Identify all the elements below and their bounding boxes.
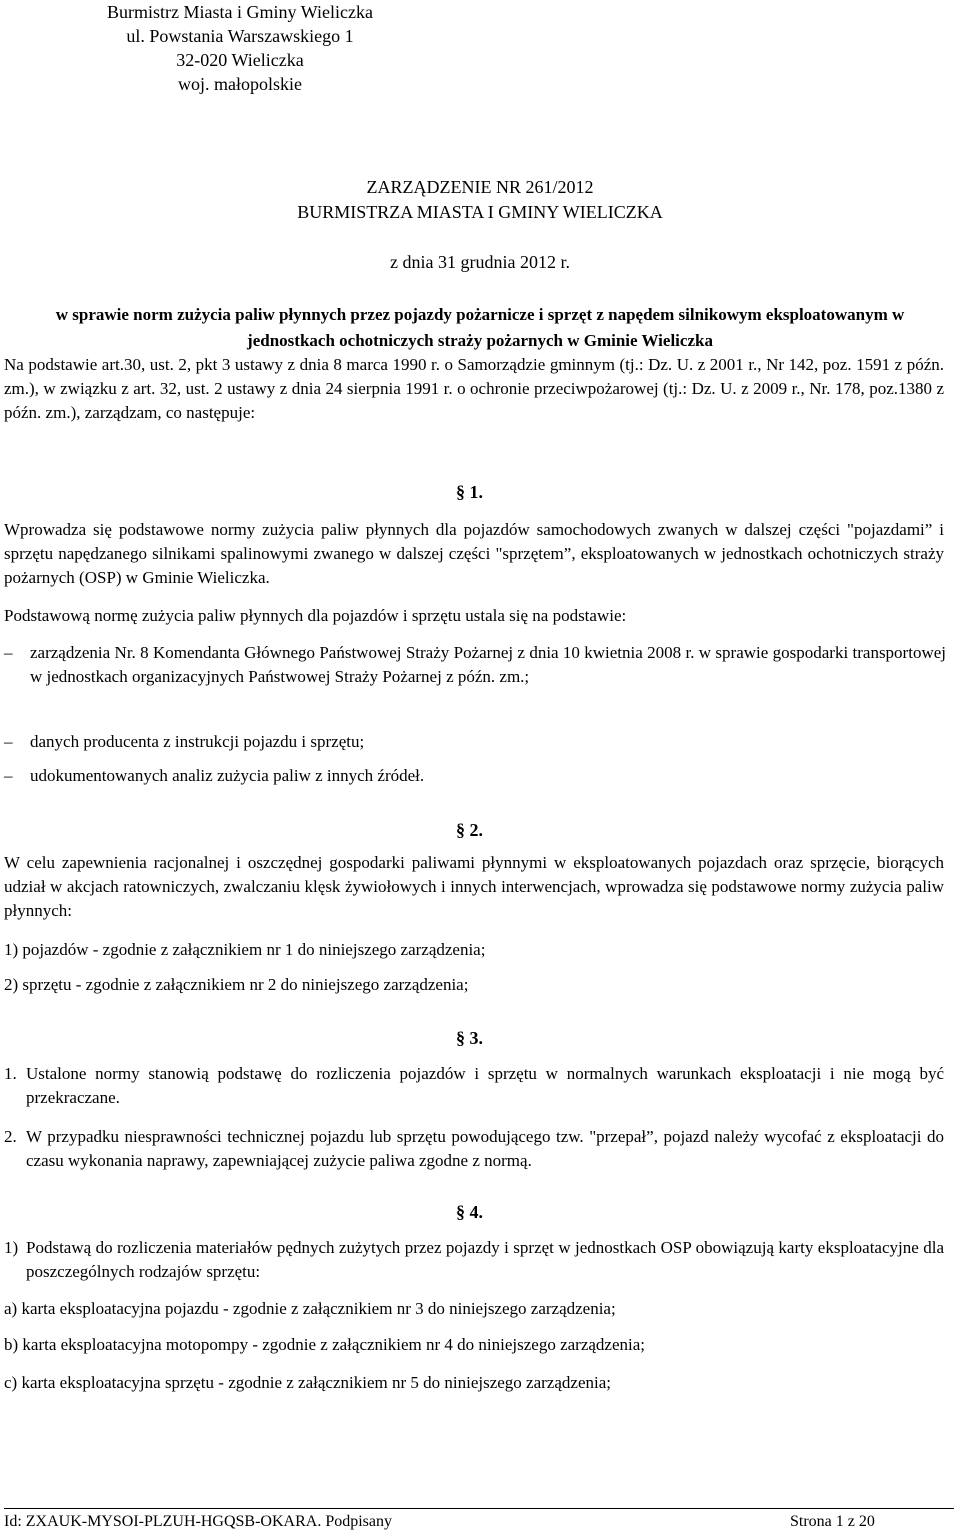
- section-symbol-icon: §: [456, 820, 465, 840]
- section-1-paragraph-2: Podstawową normę zużycia paliw płynnych dla pojazdów i sprzętu ustala się na podstawie:: [4, 606, 627, 625]
- dash-bullet: –: [4, 766, 13, 785]
- section-4-subitem-c: c) karta eksploatacyjna sprzętu - zgodnie z załącznikiem nr 5 do niniejszego zarządzenia;: [4, 1373, 611, 1392]
- section-1-heading: § 1.: [456, 482, 483, 502]
- section-4-subitem-b: b) karta eksploatacyjna motopompy - zgodnie z załącznikiem nr 4 do niniejszego zarządzenia;: [4, 1335, 646, 1354]
- document-title: ZARZĄDZENIE NR 261/2012: [366, 177, 594, 197]
- address-block: [70, 0, 410, 96]
- section-3-heading: § 3.: [456, 1028, 483, 1048]
- dash-bullet: –: [4, 643, 13, 662]
- list-item-text: danych producenta z instrukcji pojazdu i sprzętu;: [30, 732, 365, 751]
- dash-bullet: –: [4, 732, 13, 751]
- document-date: z dnia 31 grudnia 2012 r.: [390, 252, 570, 272]
- document-subject: w sprawie norm zużycia paliw płynnych przez pojazdy pożarnicze i sprzęt z napędem silnikowym eksploatowanym w jednostkach ochotniczych straży pożarnych w Gminie Wieliczka: [55, 305, 905, 350]
- address-line-4: woj. małopolskie: [178, 74, 302, 94]
- item-text: W przypadku niesprawności technicznej pojazdu lub sprzętu powodującego tzw. "przepał”, pojazd należy wycofać z eksploatacji do czasu wykonania naprawy, zapewniającej zużycie paliwa zgodne z normą.: [26, 1127, 944, 1170]
- section-2-paragraph: W celu zapewnienia racjonalnej i oszczędnej gospodarki paliwami płynnymi w eksploatowanych pojazdach oraz sprzęcie, biorących udział w akcjach ratowniczych, zwalczaniu klęsk żywiołowych i innych interwencjach, wprowadza się podstawowe normy zużycia paliw płynnych:: [4, 853, 944, 920]
- section-symbol-icon: §: [456, 1202, 465, 1222]
- footer-document-id: Id: ZXAUK-MYSOI-PLZUH-HGQSB-OKARA. Podpisany: [4, 1513, 392, 1530]
- list-item-text: zarządzenia Nr. 8 Komendanta Głównego Państwowej Straży Pożarnej z dnia 10 kwietnia 2008 r. w sprawie gospodarki transportowej w jednostkach organizacyjnych Państwowej Straży Pożarnej z późn. zm.;: [30, 643, 946, 686]
- item-text: Ustalone normy stanowią podstawę do rozliczenia pojazdów i sprzętu w normalnych warunkach eksploatacji i nie mogą być przekraczane.: [26, 1064, 944, 1107]
- item-number: 2.: [4, 1127, 17, 1146]
- footer-divider: [4, 1508, 954, 1509]
- address-line-2: ul. Powstania Warszawskiego 1: [126, 26, 354, 46]
- section-4-heading: § 4.: [456, 1202, 483, 1222]
- address-line-1: Burmistrz Miasta i Gminy Wieliczka: [107, 2, 373, 22]
- item-number: 1.: [4, 1064, 17, 1083]
- section-2-item-2: 2) sprzętu - zgodnie z załącznikiem nr 2 do niniejszego zarządzenia;: [4, 975, 469, 994]
- section-symbol-icon: §: [456, 1028, 465, 1048]
- preamble-paragraph: Na podstawie art.30, ust. 2, pkt 3 ustawy z dnia 8 marca 1990 r. o Samorządzie gminnym (tj.: Dz. U. z 2001 r., Nr 142, poz. 1591 z późn. zm.), w związku z art. 32, ust. 2 ustawy z dnia 24 sierpnia 1991 r. o ochronie przeciwpożarowej (tj.: Dz. U. z 2009 r., Nr. 178, poz.1380 z późn. zm.), zarządzam, co następuje:: [4, 355, 944, 422]
- footer-page-number: Strona 1 z 20: [790, 1513, 875, 1530]
- section-2-item-1: 1) pojazdów - zgodnie z załącznikiem nr 1 do niniejszego zarządzenia;: [4, 940, 486, 959]
- section-4-subitem-a: a) karta eksploatacyjna pojazdu - zgodnie z załącznikiem nr 3 do niniejszego zarządzenia;: [4, 1299, 616, 1318]
- list-item-text: udokumentowanych analiz zużycia paliw z innych źródeł.: [30, 766, 425, 785]
- section-1-paragraph-1: Wprowadza się podstawowe normy zużycia paliw płynnych dla pojazdów samochodowych zwanych w dalszej części "pojazdami” i sprzętu napędzanego silnikami spalinowymi zwanego w dalszej części "sprzętem”, eksploatowanych w jednostkach ochotniczych straży pożarnych (OSP) w Gminie Wieliczka.: [4, 520, 944, 587]
- section-2-heading: § 2.: [456, 820, 483, 840]
- document-issuer: BURMISTRZA MIASTA I GMINY WIELICZKA: [297, 202, 663, 222]
- address-line-3: 32-020 Wieliczka: [176, 50, 304, 70]
- item-text: Podstawą do rozliczenia materiałów pędnych zużytych przez pojazdy i sprzęt w jednostkach OSP obowiązują karty eksploatacyjne dla poszczególnych rodzajów sprzętu:: [26, 1238, 944, 1281]
- item-number: 1): [4, 1238, 19, 1257]
- section-symbol-icon: §: [456, 482, 465, 502]
